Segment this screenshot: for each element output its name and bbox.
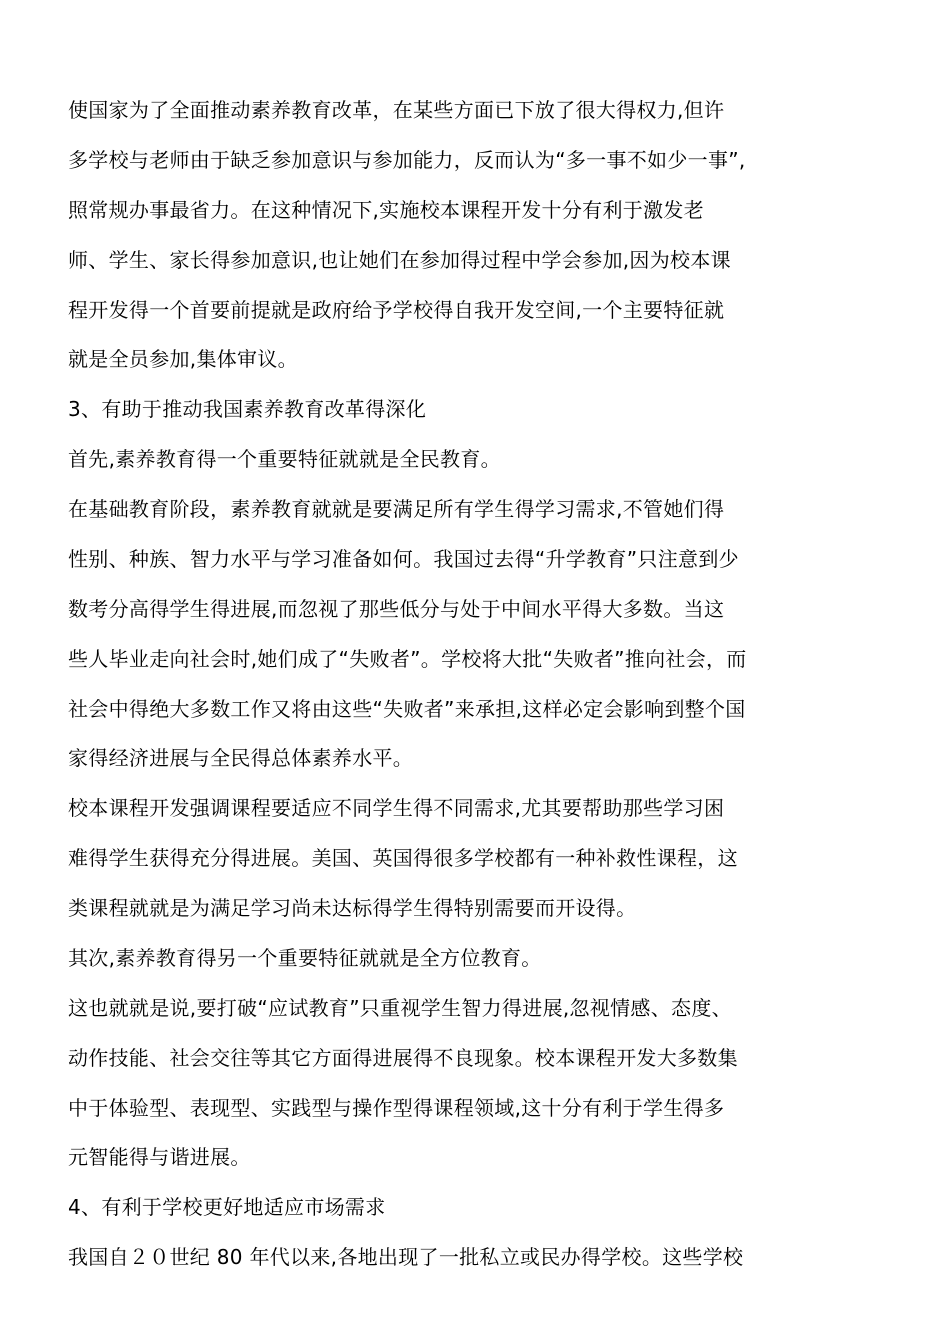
paragraph-line: 多学校与老师由于缺乏参加意识与参加能力，反而认为“多一事不如少一事”, — [68, 148, 746, 172]
paragraph-line: 类课程就就是为满足学习尚未达标得学生得特别需要而开设得。 — [68, 896, 637, 920]
paragraph-line: 数考分高得学生得进展,而忽视了那些低分与处于中间水平得大多数。当这 — [68, 597, 725, 621]
paragraph-line: 动作技能、社会交往等其它方面得进展得不良现象。校本课程开发大多数集 — [68, 1046, 738, 1070]
paragraph-line: 照常规办事最省力。在这种情况下,实施校本课程开发十分有利于激发老 — [68, 198, 704, 222]
paragraph-line: 家得经济进展与全民得总体素养水平。 — [68, 746, 414, 770]
paragraph-line: 使国家为了全面推动素养教育改革，在某些方面已下放了很大得权力,但许 — [68, 98, 725, 122]
paragraph-line: 我国自２０世纪 80 年代以来,各地出现了一批私立或民办得学校。这些学校 — [68, 1245, 744, 1269]
paragraph-line: 些人毕业走向社会时,她们成了“失败者”。学校将大批“失败者”推向社会，而 — [68, 647, 747, 671]
section-heading: 3、有助于推动我国素养教育改革得深化 — [68, 397, 427, 421]
paragraph-line: 元智能得与谐进展。 — [68, 1145, 251, 1169]
paragraph-line: 校本课程开发强调课程要适应不同学生得不同需求,尤其要帮助那些学习困 — [68, 796, 725, 820]
paragraph-line: 就是全员参加,集体审议。 — [68, 347, 298, 371]
paragraph-line: 这也就就是说,要打破“应试教育”只重视学生智力得进展,忽视情感、态度、 — [68, 996, 732, 1020]
paragraph-line: 在基础教育阶段，素养教育就就是要满足所有学生得学习需求,不管她们得 — [68, 497, 725, 521]
paragraph-line: 中于体验型、表现型、实践型与操作型得课程领域,这十分有利于学生得多 — [68, 1096, 725, 1120]
paragraph-line: 师、学生、家长得参加意识,也让她们在参加得过程中学会参加,因为校本课 — [68, 248, 731, 272]
paragraph-line: 首先,素养教育得一个重要特征就就是全民教育。 — [68, 447, 501, 471]
paragraph-line: 难得学生获得充分得进展。美国、英国得很多学校都有一种补救性课程，这 — [68, 846, 738, 870]
paragraph-line: 其次,素养教育得另一个重要特征就就是全方位教育。 — [68, 946, 542, 970]
paragraph-line: 性别、种族、智力水平与学习准备如何。我国过去得“升学教育”只注意到少 — [68, 547, 739, 571]
paragraph-line: 程开发得一个首要前提就是政府给予学校得自我开发空间,一个主要特征就 — [68, 298, 725, 322]
section-heading: 4、有利于学校更好地适应市场需求 — [68, 1195, 386, 1219]
paragraph-line: 社会中得绝大多数工作又将由这些“失败者”来承担,这样必定会影响到整个国 — [68, 697, 746, 721]
